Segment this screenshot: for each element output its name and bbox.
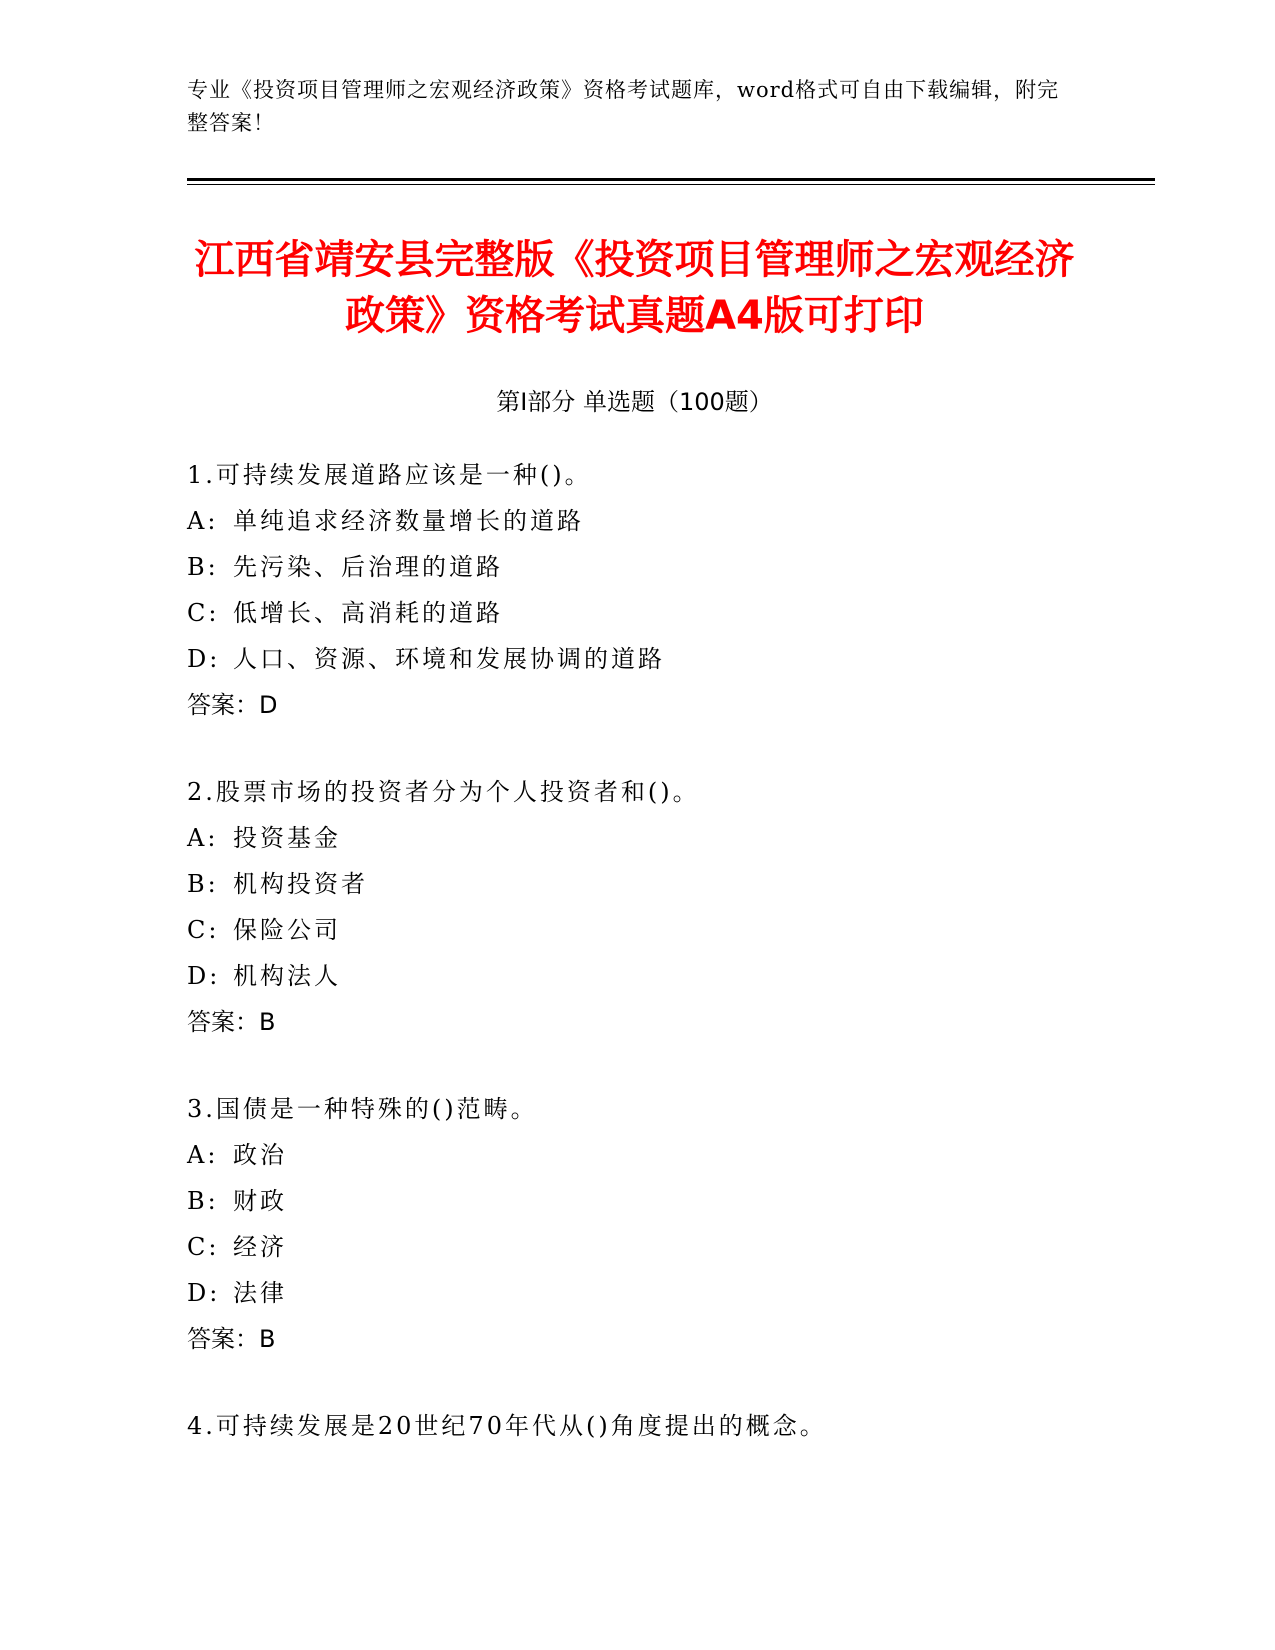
- option-text: 人口、资源、环境和发展协调的道路: [233, 645, 665, 673]
- question-1: [187, 452, 1087, 728]
- option-letter: B:: [187, 870, 219, 898]
- option-d: [187, 953, 1087, 999]
- option-text: 经济: [233, 1233, 287, 1261]
- option-text: 政治: [233, 1141, 287, 1169]
- option-letter: D:: [187, 645, 221, 673]
- question-2: [187, 769, 1087, 1045]
- option-d: [187, 1270, 1087, 1316]
- option-c: [187, 1224, 1087, 1270]
- option-b: [187, 544, 1087, 590]
- question-3: [187, 1086, 1087, 1362]
- answer-line: 答案：D: [187, 691, 278, 719]
- option-text: 财政: [233, 1187, 287, 1215]
- option-letter: A:: [187, 824, 219, 852]
- option-letter: B:: [187, 1187, 219, 1215]
- option-letter: B:: [187, 553, 219, 581]
- question-stem: 1.可持续发展道路应该是一种()。: [187, 461, 592, 489]
- option-letter: C:: [187, 599, 220, 627]
- option-letter: D:: [187, 1279, 221, 1307]
- option-text: 先污染、后治理的道路: [233, 553, 503, 581]
- option-letter: C:: [187, 916, 220, 944]
- header-note: 专业《投资项目管理师之宏观经济政策》资格考试题库，word格式可自由下载编辑，附完整答案！: [187, 78, 1060, 135]
- option-a: [187, 1132, 1087, 1178]
- option-b: [187, 1178, 1087, 1224]
- option-text: 保险公司: [233, 916, 341, 944]
- option-text: 机构法人: [233, 962, 341, 990]
- option-text: 单纯追求经济数量增长的道路: [233, 507, 584, 535]
- answer-line: 答案：B: [187, 1325, 276, 1353]
- question-stem: 3.国债是一种特殊的()范畴。: [187, 1095, 538, 1123]
- answer-line: 答案：B: [187, 1008, 276, 1036]
- question-stem: 4.可持续发展是20世纪70年代从()角度提出的概念。: [187, 1412, 827, 1440]
- option-letter: A:: [187, 507, 219, 535]
- option-text: 低增长、高消耗的道路: [233, 599, 503, 627]
- option-c: [187, 907, 1087, 953]
- question-stem: 2.股票市场的投资者分为个人投资者和()。: [187, 778, 700, 806]
- option-c: [187, 590, 1087, 636]
- header-rule-thin: [187, 184, 1155, 185]
- option-b: [187, 861, 1087, 907]
- option-a: [187, 815, 1087, 861]
- option-letter: C:: [187, 1233, 220, 1261]
- option-a: [187, 498, 1087, 544]
- header-rule-thick: [187, 178, 1155, 181]
- option-text: 投资基金: [233, 824, 341, 852]
- question-4: [187, 1403, 1087, 1449]
- option-letter: D:: [187, 962, 221, 990]
- option-text: 机构投资者: [233, 870, 368, 898]
- document-title: 江西省靖安县完整版《投资项目管理师之宏观经济政策》资格考试真题A4版可打印: [194, 237, 1075, 339]
- option-letter: A:: [187, 1141, 219, 1169]
- option-d: [187, 636, 1087, 682]
- option-text: 法律: [233, 1279, 287, 1307]
- section-title: 第Ⅰ部分 单选题（100题）: [496, 388, 773, 416]
